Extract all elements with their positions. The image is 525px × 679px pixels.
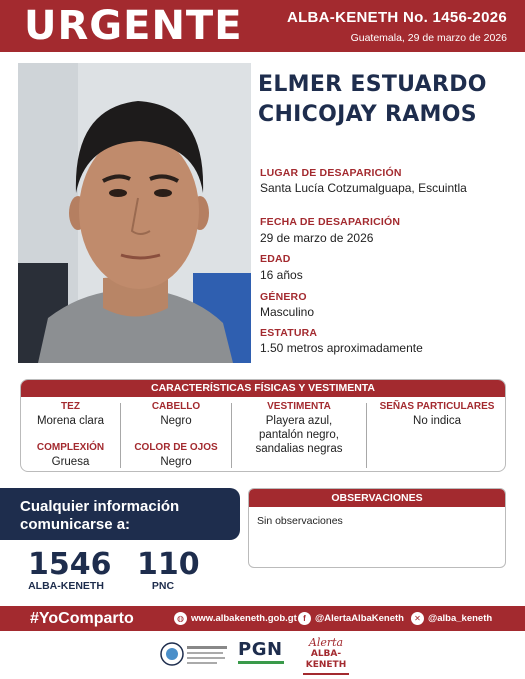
urgent-title: URGENTE — [24, 3, 243, 49]
alba-keneth-logo-rule — [303, 673, 349, 675]
hashtag: #YoComparto — [30, 610, 134, 627]
estatura-value: 1.50 metros aproximadamente — [260, 341, 423, 355]
name-line-2: CHICOJAY RAMOS — [258, 102, 477, 127]
twitter-link[interactable] — [411, 606, 492, 631]
edad-label: EDAD — [260, 253, 291, 265]
genero-label: GÉNERO — [260, 291, 307, 303]
website-text: www.albakeneth.gob.gt — [191, 613, 297, 624]
cabello-label: CABELLO — [151, 401, 201, 412]
estatura-label: ESTATURA — [260, 327, 318, 339]
case-number: ALBA-KENETH No. 1456-2026 — [286, 9, 507, 26]
pgn-logo — [238, 640, 288, 668]
government-logo — [160, 640, 230, 668]
person-name — [258, 70, 518, 130]
alba-keneth-phone-label: ALBA-KENETH — [28, 580, 104, 592]
header-bar — [0, 0, 525, 52]
vestimenta-line-1: Playera azul, — [265, 415, 333, 427]
characteristics-title: CARACTERÍSTICAS FÍSICAS Y VESTIMENTA — [21, 380, 505, 397]
fecha-label: FECHA DE DESAPARICIÓN — [260, 216, 401, 228]
alerta-logo-text: Alerta — [308, 636, 344, 649]
complexion-value: Gruesa — [51, 456, 90, 468]
website-link[interactable] — [174, 606, 297, 631]
x-icon: ✕ — [411, 612, 424, 625]
genero-value: Masculino — [260, 305, 315, 319]
pnc-phone-label: PNC — [151, 580, 175, 592]
vestimenta-line-3: sandalias negras — [255, 443, 343, 455]
edad-value: 16 años — [260, 268, 303, 282]
observations-panel — [248, 488, 506, 568]
contact-line-2: comunicarse a: — [20, 516, 131, 533]
facebook-link[interactable] — [298, 606, 404, 631]
column-divider — [366, 403, 367, 468]
facebook-text: @AlertaAlbaKeneth — [315, 613, 404, 624]
cabello-value: Negro — [160, 415, 192, 427]
tez-label: TEZ — [61, 401, 80, 412]
contact-banner — [0, 488, 240, 540]
lugar-value: Santa Lucía Cotzumalguapa, Escuintla — [260, 181, 467, 195]
contact-line-1: Cualquier información — [20, 498, 180, 515]
tez-value: Morena clara — [36, 415, 105, 427]
globe-icon: ◍ — [174, 612, 187, 625]
government-seal-icon — [160, 640, 230, 668]
alba-keneth-logo-text: ALBA-KENETH — [305, 649, 347, 670]
alba-keneth-logo — [296, 637, 356, 671]
characteristics-panel — [20, 379, 506, 472]
pgn-logo-underline — [238, 661, 284, 664]
twitter-text: @alba_keneth — [428, 613, 493, 624]
observations-text: Sin observaciones — [257, 515, 343, 527]
fecha-value: 29 de marzo de 2026 — [260, 231, 374, 245]
lugar-label: LUGAR DE DESAPARICIÓN — [260, 167, 402, 179]
dateline: Guatemala, 29 de marzo de 2026 — [350, 32, 507, 44]
observations-title: OBSERVACIONES — [249, 489, 505, 507]
complexion-label: COMPLEXIÓN — [36, 442, 105, 453]
senas-value: No indica — [413, 415, 461, 427]
alba-keneth-phone: 1546 — [28, 547, 112, 582]
pnc-phone: 110 — [137, 547, 200, 582]
ojos-value: Negro — [160, 456, 192, 468]
footer-bar — [0, 606, 525, 631]
portrait-illustration — [18, 63, 251, 363]
senas-label: SEÑAS PARTICULARES — [379, 401, 495, 412]
vestimenta-label: VESTIMENTA — [267, 401, 331, 412]
pgn-logo-text: PGN — [238, 639, 283, 660]
vestimenta-line-2: pantalón negro, — [259, 429, 339, 441]
ojos-label: COLOR DE OJOS — [134, 442, 218, 453]
name-line-1: ELMER ESTUARDO — [258, 72, 487, 97]
facebook-icon: f — [298, 612, 311, 625]
person-photo — [18, 63, 251, 363]
